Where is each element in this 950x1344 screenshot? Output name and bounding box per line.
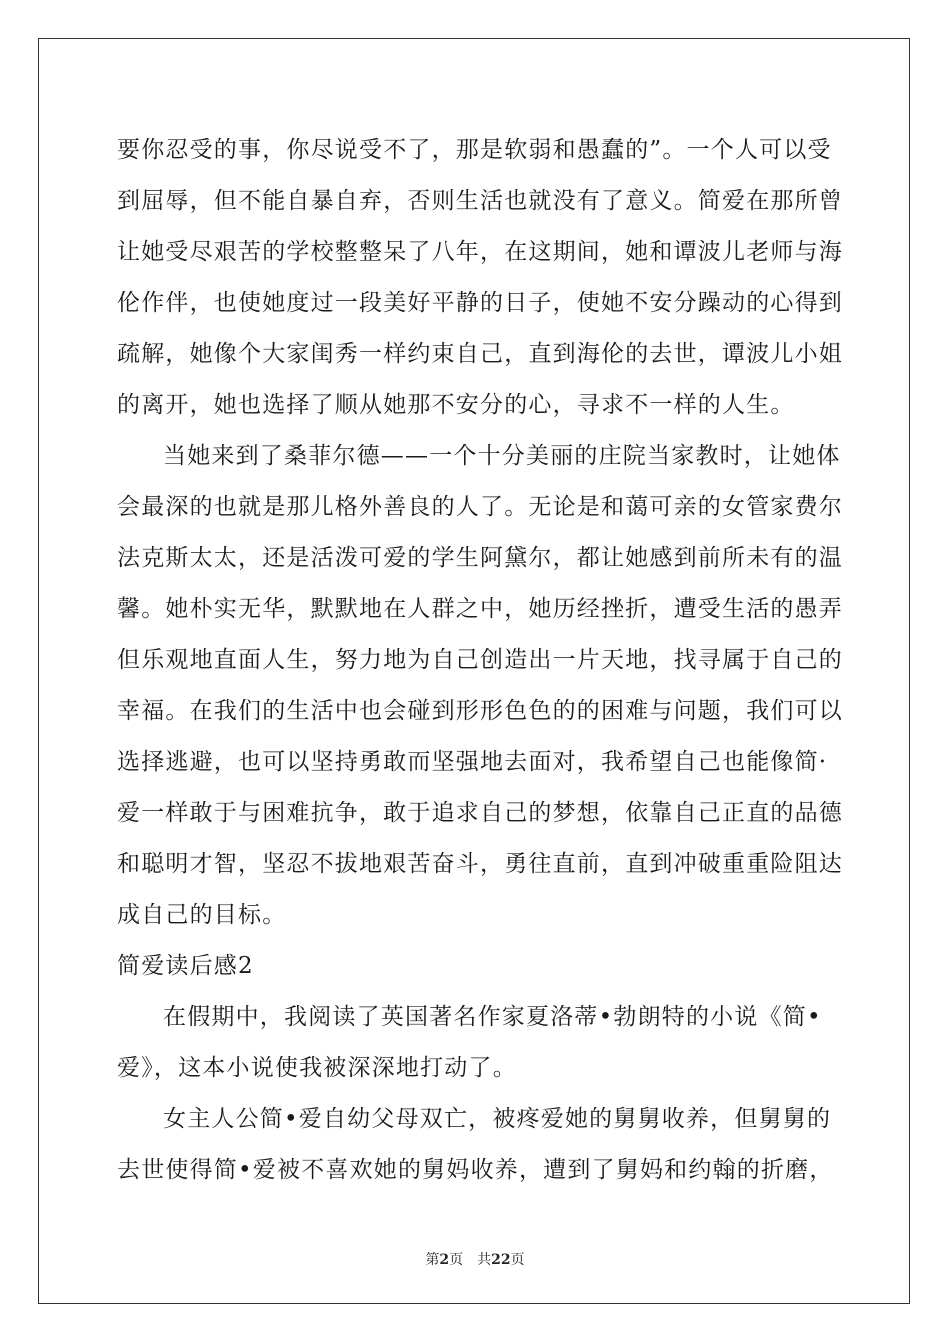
total-page-count: 22 bbox=[491, 1252, 511, 1268]
page-prefix: 第 bbox=[425, 1252, 440, 1268]
total-unit: 页 bbox=[510, 1252, 525, 1268]
text-line: 去世使得简•爱被不喜欢她的舅妈收养，遭到了舅妈和约翰的折磨， bbox=[117, 1157, 834, 1183]
current-page-number: 2 bbox=[439, 1252, 450, 1268]
paragraph-start-line: 女主人公简•爱自幼父母双亡，被疼爱她的舅舅收养，但舅舅的 bbox=[163, 1106, 832, 1132]
text-line: 选择逃避，也可以坚持勇敢而坚强地去面对，我希望自己也能像简· bbox=[117, 749, 828, 775]
text-line: 爱一样敢于与困难抗争，敢于追求自己的梦想，依靠自己正直的品德 bbox=[117, 800, 843, 826]
text-line: 但乐观地直面人生，努力地为自己创造出一片天地，找寻属于自己的 bbox=[117, 647, 843, 673]
text-line: 法克斯太太，还是活泼可爱的学生阿黛尔，都让她感到前所未有的温 bbox=[117, 545, 843, 571]
page-unit: 页 bbox=[449, 1252, 464, 1268]
text-line: 幸福。在我们的生活中也会碰到形形色色的的困难与问题，我们可以 bbox=[117, 698, 843, 724]
paragraph-start-line: 当她来到了桑菲尔德——一个十分美丽的庄院当家教时，让她体 bbox=[163, 443, 841, 469]
text-line: 爱》，这本小说使我被深深地打动了。 bbox=[117, 1055, 517, 1081]
text-line: 和聪明才智，坚忍不拔地艰苦奋斗，勇往直前，直到冲破重重险阻达 bbox=[117, 851, 843, 877]
document-body bbox=[117, 125, 843, 1196]
text-line: 的离开，她也选择了顺从她那不安分的心，寻求不一样的人生。 bbox=[117, 392, 795, 418]
text-line: 馨。她朴实无华，默默地在人群之中，她历经挫折，遭受生活的愚弄 bbox=[117, 596, 843, 622]
total-prefix: 共 bbox=[477, 1252, 492, 1268]
paragraph-start-line: 在假期中，我阅读了英国著名作家夏洛蒂•勃朗特的小说《简• bbox=[163, 1004, 822, 1030]
text-line: 成自己的目标。 bbox=[117, 902, 287, 928]
text-line: 要你忍受的事，你尽说受不了，那是软弱和愚蠢的”。一个人可以受 bbox=[117, 137, 832, 163]
text-line: 会最深的也就是那儿格外善良的人了。无论是和蔼可亲的女管家费尔 bbox=[117, 494, 843, 520]
text-line: 让她受尽艰苦的学校整整呆了八年，在这期间，她和谭波儿老师与海 bbox=[117, 239, 843, 265]
page-footer bbox=[0, 1249, 950, 1269]
text-line: 伦作伴，也使她度过一段美好平静的日子，使她不安分躁动的心得到 bbox=[117, 290, 843, 316]
text-line: 到屈辱，但不能自暴自弃，否则生活也就没有了意义。简爱在那所曾 bbox=[117, 188, 843, 214]
section-heading: 简爱读后感2 bbox=[117, 953, 254, 979]
text-line: 疏解，她像个大家闺秀一样约束自己，直到海伦的去世，谭波儿小姐 bbox=[117, 341, 843, 367]
